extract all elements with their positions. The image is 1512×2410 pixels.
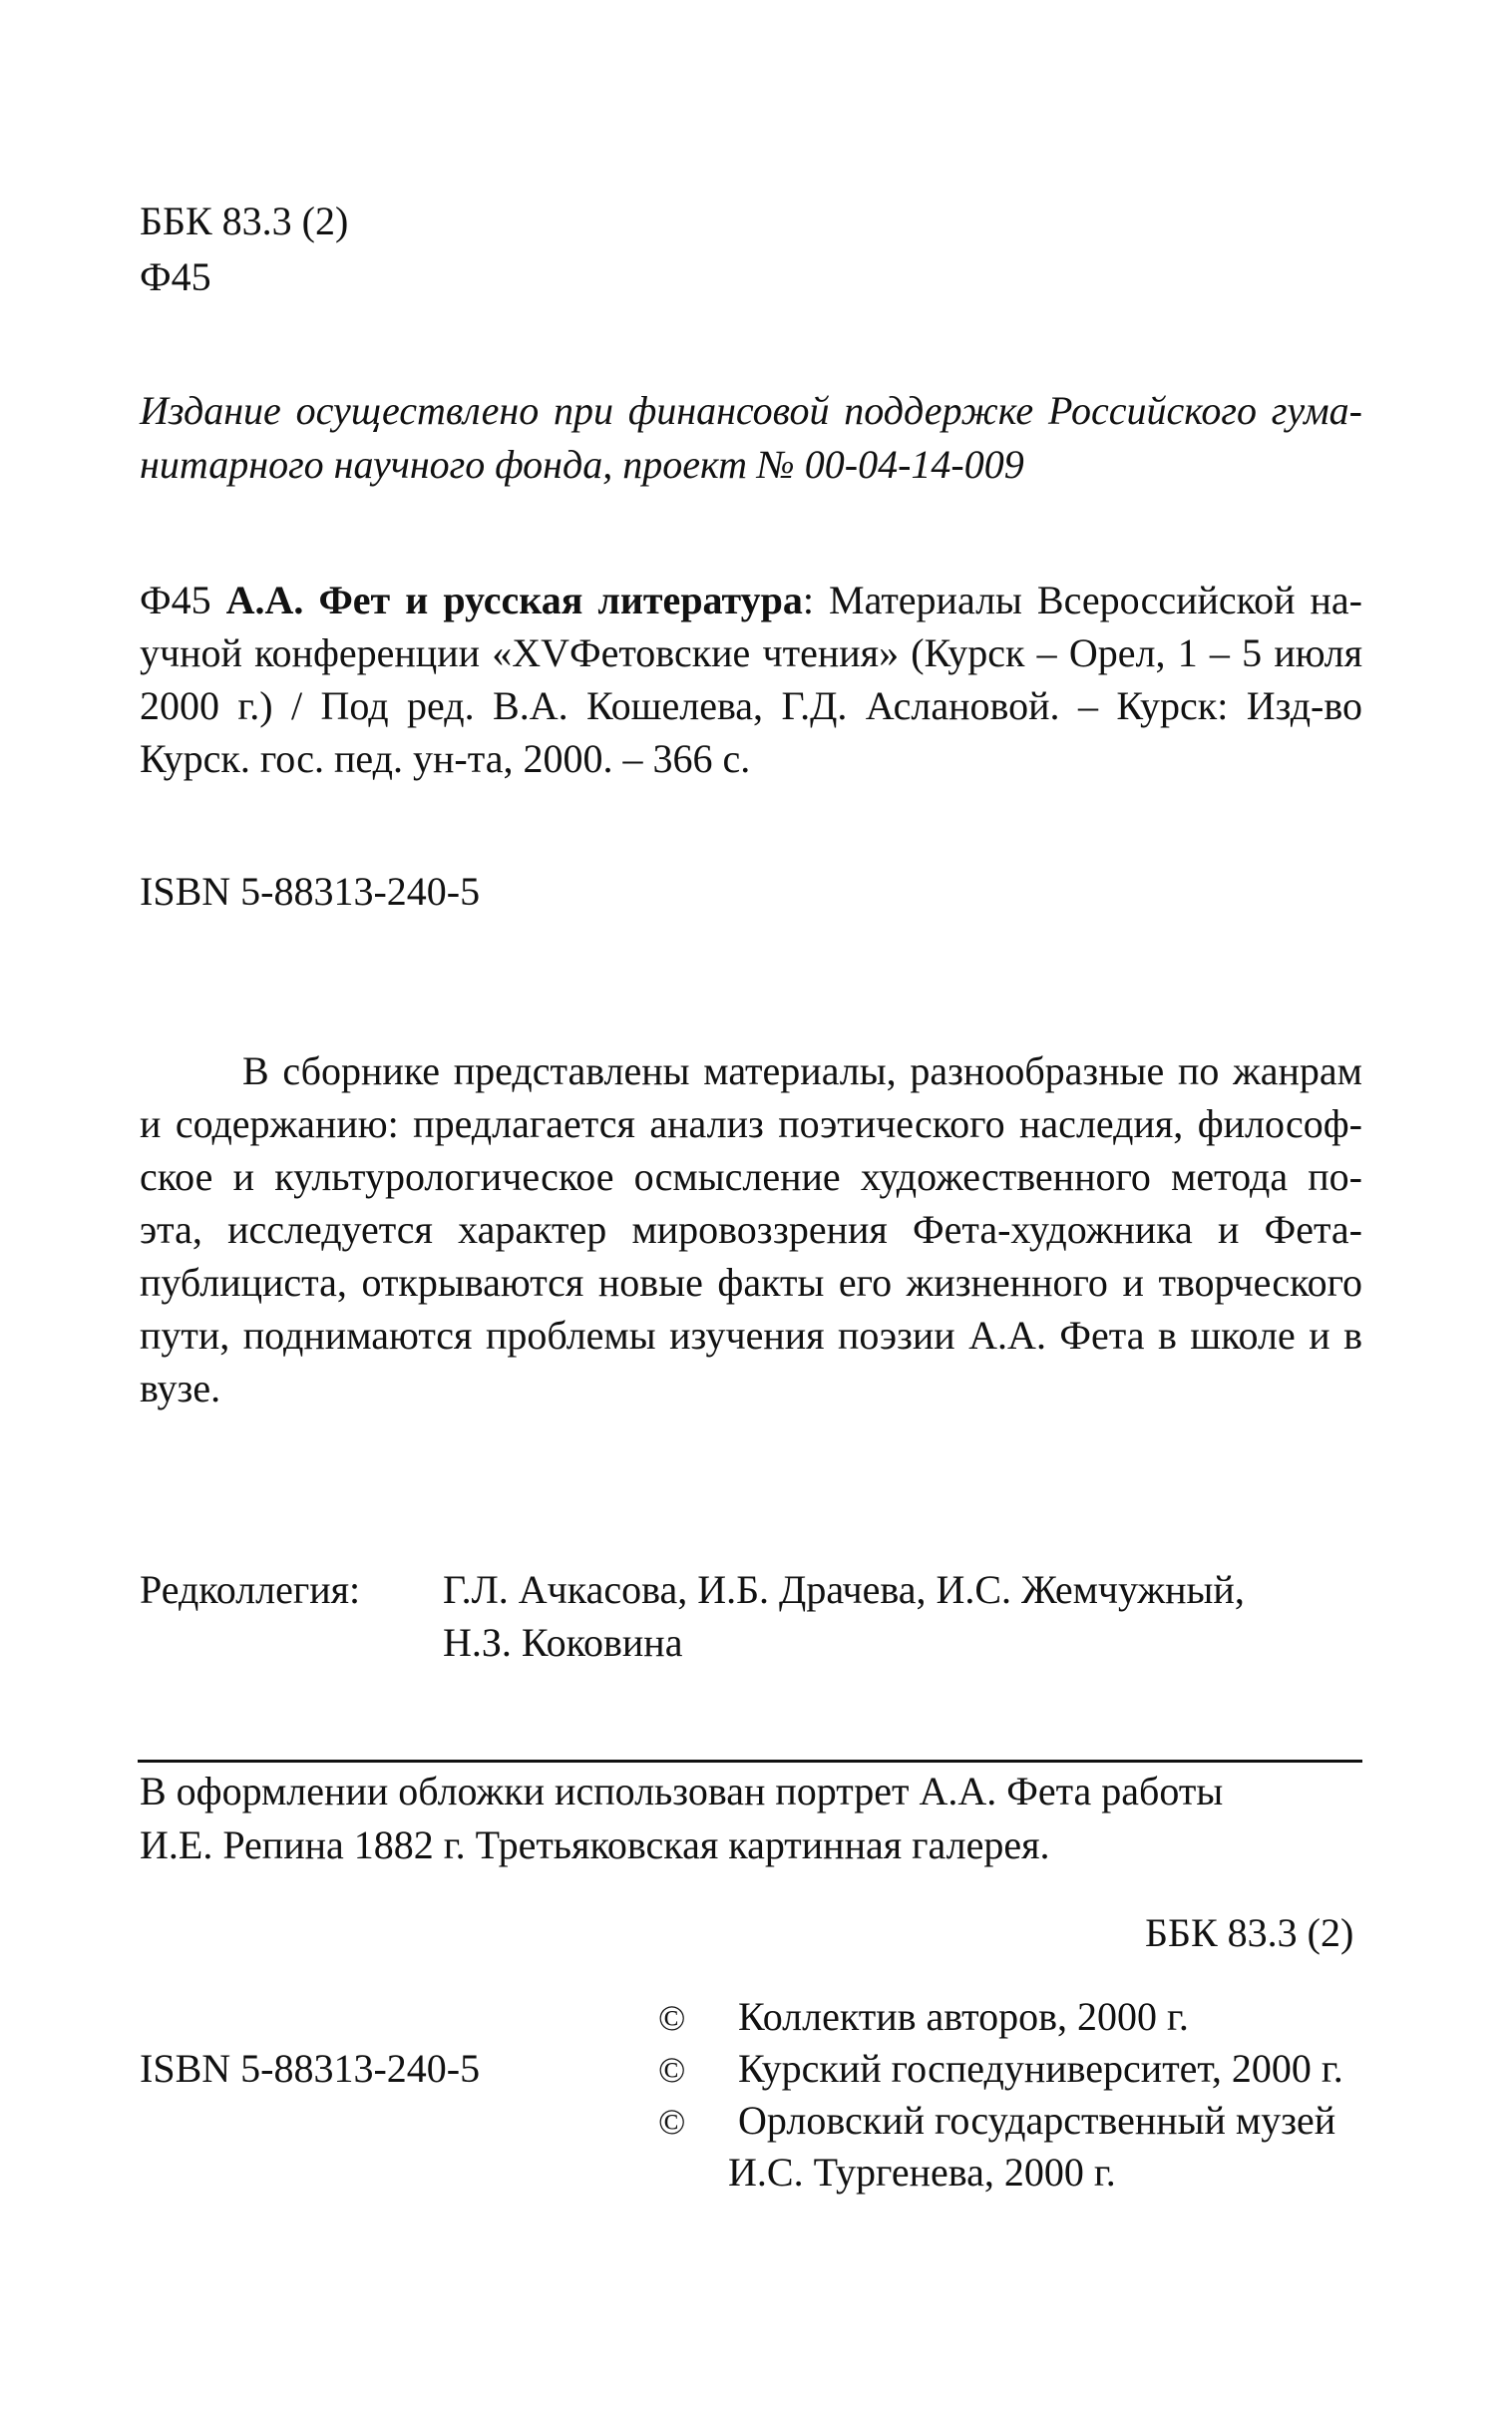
- bibliographic-line-2: учной конференции «XVФетовские чтения» (Курск – Орел, 1 – 5 июля: [140, 630, 1362, 675]
- copyright-icon: ©: [658, 2102, 686, 2142]
- bibliographic-line-1-rest: : Материалы Всероссийской на-: [802, 578, 1362, 622]
- annotation-line-6: пути, поднимаются проблемы изучения поэзии А.А. Фета в школе и в: [140, 1313, 1362, 1358]
- cover-note-line-2: И.Е. Репина 1882 г. Третьяковская картинная галерея.: [140, 1822, 1050, 1867]
- cover-note-line-1: В оформлении обложки использован портрет А.А. Фета работы: [140, 1769, 1224, 1813]
- annotation-line-7: вузе.: [140, 1366, 221, 1410]
- copyright-line-2: [658, 2043, 1343, 2096]
- copyright-line-1: [658, 1991, 1189, 2044]
- bbk-index: ББК 83.3 (2): [140, 199, 349, 243]
- annotation-line-5: публициста, открываются новые факты его жизненного и творческого: [140, 1260, 1362, 1305]
- copyright-icon: ©: [658, 2050, 686, 2090]
- book-title: А.А. Фет и русская литература: [225, 578, 803, 622]
- bibliographic-line-3: 2000 г.) / Под ред. В.А. Кошелева, Г.Д. Аслановой. – Курск: Изд-во: [140, 683, 1362, 728]
- bibliographic-line-1: [140, 575, 1362, 626]
- annotation-line-2: и содержанию: предлагается анализ поэтического наследия, философ-: [140, 1101, 1362, 1146]
- annotation-line-3: ское и культурологическое осмысление художественного метода по-: [140, 1154, 1362, 1199]
- bibliographic-code: Ф45: [140, 578, 211, 622]
- funding-note-line-2: нитарного научного фонда, проект № 00-04-14-009: [140, 442, 1024, 487]
- isbn-top: ISBN 5-88313-240-5: [140, 869, 481, 914]
- bibliographic-line-4: Курск. гос. пед. ун-та, 2000. – 366 с.: [140, 736, 751, 781]
- editorial-board-members-line-1: Г.Л. Ачкасова, И.Б. Драчева, И.С. Жемчужный,: [443, 1567, 1245, 1612]
- isbn-bottom: ISBN 5-88313-240-5: [140, 2046, 481, 2091]
- bbk-index-bottom: ББК 83.3 (2): [1145, 1910, 1354, 1955]
- editorial-board-label: Редколлегия:: [140, 1567, 361, 1612]
- author-mark: Ф45: [140, 254, 211, 299]
- copyright-line-3: [658, 2095, 1335, 2148]
- copyright-holder-2: Курский госпедуниверситет, 2000 г.: [738, 2046, 1343, 2091]
- annotation-line-4: эта, исследуется характер мировоззрения Фета-художника и Фета-: [140, 1207, 1362, 1252]
- copyright-icon: ©: [658, 1998, 686, 2038]
- copyright-holder-3: Орловский государственный музей: [738, 2098, 1336, 2143]
- funding-note-line-1: Издание осуществлено при финансовой поддержке Российского гума-: [140, 388, 1362, 433]
- copyright-holder-1: Коллектив авторов, 2000 г.: [738, 1994, 1189, 2039]
- divider-rule: [138, 1760, 1362, 1763]
- editorial-board-members-line-2: Н.З. Коковина: [443, 1620, 683, 1665]
- annotation-line-1: В сборнике представлены материалы, разнообразные по жанрам: [242, 1048, 1362, 1093]
- copyright-line-4: И.С. Тургенева, 2000 г.: [728, 2150, 1116, 2195]
